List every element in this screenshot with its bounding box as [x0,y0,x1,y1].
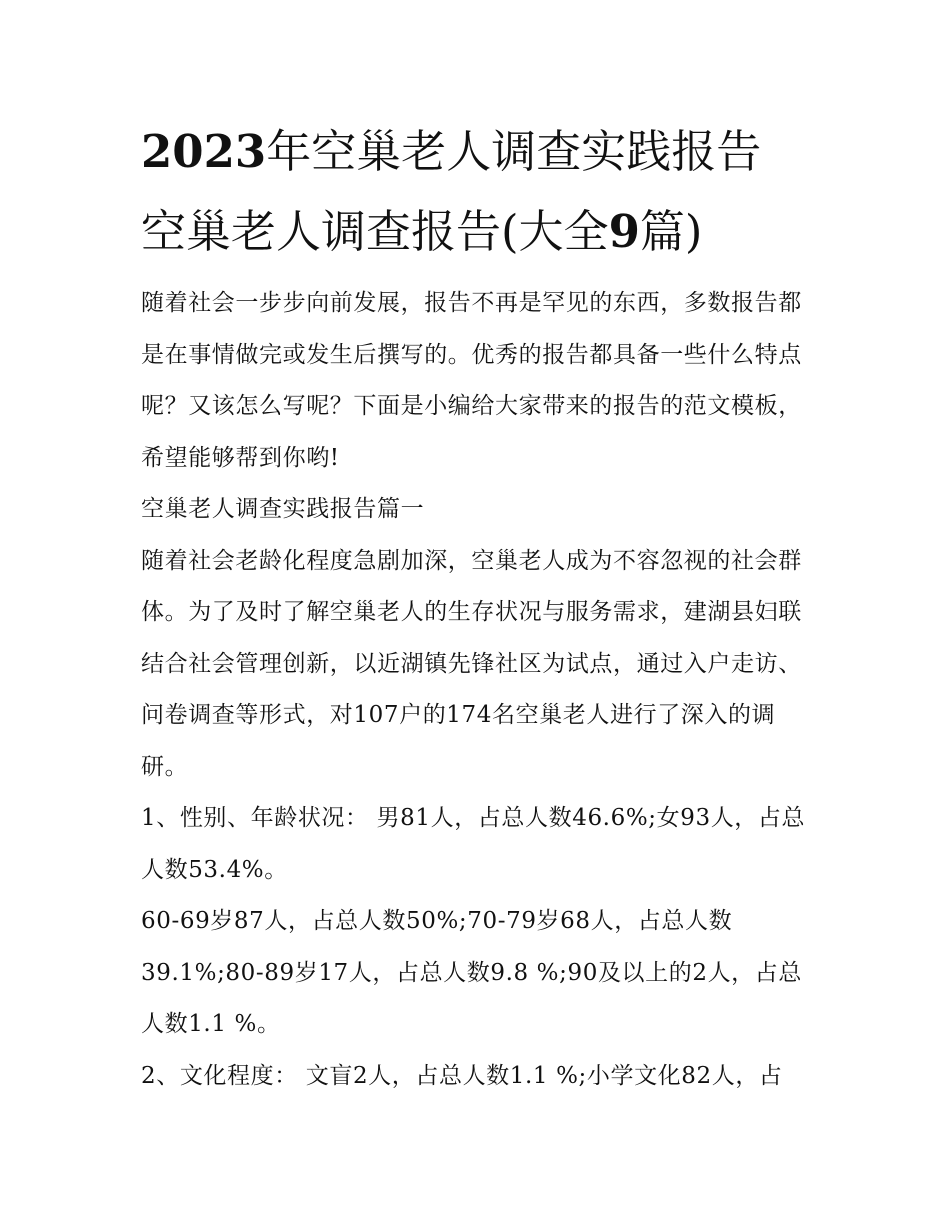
survey-paragraph: 随着社会老龄化程度急剧加深，空巢老人成为不容忽视的社会群体。为了及时了解空巢老人的生存状况与服务需求，建湖县妇联结合社会管理创新，以近湖镇先锋社区为试点，通过入户走访、问卷调查等形式，对107户的174名空巢老人进行了深入的调研。 [141,547,802,780]
title-line-1-text: 年空巢老人调查实践报告 [266,125,762,178]
education-paragraph: 2、文化程度： 文盲2人，占总人数1.1 %;小学文化82人，占 [141,1062,783,1089]
title-line-2 [141,192,813,272]
gender-age-paragraph: 1、性别、年龄状况： 男81人，占总人数46.6%;女93人，占总人数53.4%。 [141,805,806,883]
age-distribution-paragraph: 60-69岁87人，占总人数50%;70-79岁68人，占总人数39.1%;80-89岁17人，占总人数9.8 %;90及以上的2人，占总人数1.1 %。 [141,908,802,1037]
title-line-1 [141,112,813,192]
intro-paragraph: 随着社会一步步向前发展，报告不再是罕见的东西，多数报告都是在事情做完或发生后撰写的。优秀的报告都具备一些什么特点呢？又该怎么写呢？下面是小编给大家带来的报告的范文模板，希望能够帮到你哟! [141,290,802,471]
title-count: 9 [608,205,640,258]
document-title [141,112,813,272]
section-heading: 空巢老人调查实践报告篇一 [141,496,425,522]
title-line-2-text-b: 篇) [639,205,703,258]
title-year: 2023 [141,125,267,178]
document-page [141,112,813,1102]
title-line-2-text-a: 空巢老人调查报告(大全 [141,205,609,258]
